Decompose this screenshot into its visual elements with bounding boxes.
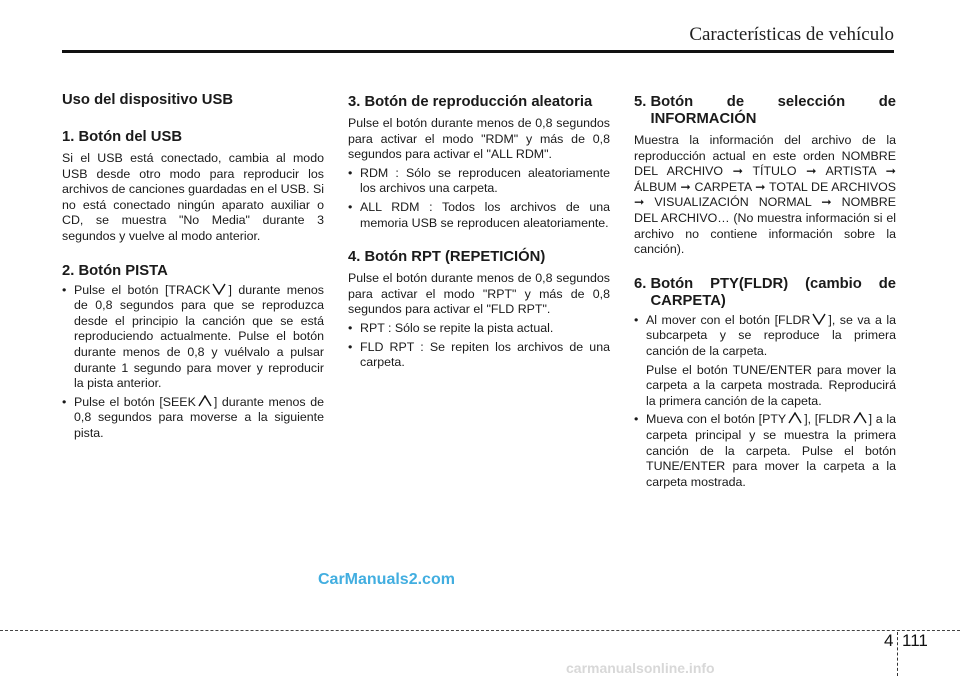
bullet-text: Pulse el botón [TRACK <box>74 282 211 297</box>
bullet-text: ], [FLDR <box>804 412 851 427</box>
bullet-icon: • <box>348 199 353 214</box>
bullet-text: Mueva con el botón [PTY <box>646 412 787 427</box>
column-1 <box>62 92 324 442</box>
info-button-text: Muestra la información del archivo de la reproducción actual en este orden NOMBRE DEL ARCHIVO ➞ TÍTULO ➞ ARTISTA ➞ ÁLBUM ➞ CARPETA ➞ TOTAL DE ARCHIVOS ➞ VISUALIZACIÓN NORMAL ➞ NOMBRE DEL ARCHIVO… (No muestra información si el archivo no contiene información sobre la canción). <box>634 133 896 257</box>
bullet-text: ALL RDM : Todos los archivos de una memoria USB se reproducen aleatoriamente. <box>360 199 610 230</box>
bullet-track <box>62 283 324 392</box>
heading-number: 1. <box>62 129 79 145</box>
footer-dashed-rule <box>0 630 960 631</box>
chevron-down-icon <box>812 313 826 325</box>
bullet-icon: • <box>634 312 639 327</box>
header-rule <box>62 50 894 53</box>
page-section-number: 4 <box>884 631 894 650</box>
heading-repeat-button <box>348 249 610 266</box>
bottom-watermark-logo: carmanualsonline.info <box>566 660 715 676</box>
page-header-title: Características de vehículo <box>689 24 894 45</box>
column-3 <box>634 92 896 490</box>
bullet-fld-rpt <box>348 340 610 371</box>
chevron-down-icon <box>212 283 226 295</box>
heading-number: 5. <box>634 94 651 110</box>
heading-info-button <box>634 94 896 128</box>
bullet-rdm <box>348 166 610 197</box>
bullet-all-rdm <box>348 200 610 231</box>
bullet-fldr-down <box>634 313 896 360</box>
bullet-icon: • <box>62 282 67 297</box>
bullet-rpt <box>348 321 610 337</box>
heading-text: Botón de reproducción aleatoria <box>364 94 593 110</box>
chevron-up-icon <box>788 412 802 424</box>
heading-text: Botón PISTA <box>78 262 168 279</box>
heading-track-button <box>62 263 324 280</box>
bullet-text: ] a la carpeta principal y se muestra la primera canción de la carpeta. Pulse el botón TUNE/ENTER para mover la carpeta a la carpeta mostrada. <box>646 412 896 489</box>
page-number: 111 <box>902 631 928 650</box>
heading-text: Botón del USB <box>78 129 183 145</box>
bullet-text: ] durante menos de 0,8 segundos para que se reproduzca desde el principio la canción que se está reproduciendo actualmente. Pulse el botón durante menos de 0,8 y vuélvalo a pulsar durante 1 segundo para mover y reproducir la pista anterior. <box>74 282 324 391</box>
bullet-continuation: Pulse el botón TUNE/ENTER para mover la carpeta a la carpeta mostrada. Reproducirá la primera canción de la capeta. <box>646 362 896 408</box>
bullet-text: FLD RPT : Se repiten los archivos de una carpeta. <box>360 339 610 370</box>
heading-pty-fldr-button <box>634 276 896 310</box>
column-2 <box>348 92 610 371</box>
heading-usb-button <box>62 129 324 146</box>
bullet-text: RDM : Sólo se reproducen aleatoriamente los archivos una carpeta. <box>360 165 610 196</box>
bullet-text: Al mover con el botón [FLDR <box>646 312 811 327</box>
usb-button-text: Si el USB está conectado, cambia al modo USB desde otro modo para reproducir los archivos de canciones guardadas en el USB. Si no está conectado ningún aparato auxiliar o CD, se muestra "No Media" durante 3 segundos y vuelve al modo anterior. <box>62 151 324 243</box>
heading-text: Botón de selección de INFORMACIÓN <box>650 94 896 127</box>
heading-number: 6. <box>634 275 651 292</box>
page-number-divider <box>897 632 898 676</box>
bullet-text: ], se va a la subcarpeta y se reproduce la primera canción de la carpeta. <box>646 312 896 358</box>
bullet-pty-fldr-up <box>634 412 896 490</box>
random-button-text: Pulse el botón durante menos de 0,8 segundos para activar el modo "RDM" y más de 0,8 segundos para activar el "ALL RDM". <box>348 116 610 162</box>
bullet-icon: • <box>634 412 639 427</box>
watermark-link[interactable]: CarManuals2.com <box>318 571 455 588</box>
heading-number: 3. <box>348 94 365 110</box>
bullet-text: ] durante menos de 0,8 segundos para moverse a la siguiente pista. <box>74 394 324 440</box>
chevron-up-icon <box>198 395 212 407</box>
bullet-text: RPT : Sólo se repite la pista actual. <box>360 320 554 335</box>
bullet-icon: • <box>62 394 67 409</box>
bullet-icon: • <box>348 339 353 354</box>
bullet-seek <box>62 395 324 442</box>
section-title: Uso del dispositivo USB <box>62 92 234 108</box>
heading-number: 2. <box>62 262 79 279</box>
heading-text: Botón RPT (REPETICIÓN) <box>364 249 546 266</box>
heading-number: 4. <box>348 249 365 266</box>
heading-text: Botón PTY(FLDR) (cambio de CARPETA) <box>650 275 896 309</box>
heading-random-button <box>348 94 610 111</box>
chevron-up-icon <box>853 412 867 424</box>
bullet-text: Pulse el botón [SEEK <box>74 394 196 409</box>
bullet-icon: • <box>348 320 353 335</box>
bullet-icon: • <box>348 165 353 180</box>
repeat-button-text: Pulse el botón durante menos de 0,8 segundos para activar el modo "RPT" y más de 0,8 segundos para activar el "FLD RPT". <box>348 271 610 317</box>
